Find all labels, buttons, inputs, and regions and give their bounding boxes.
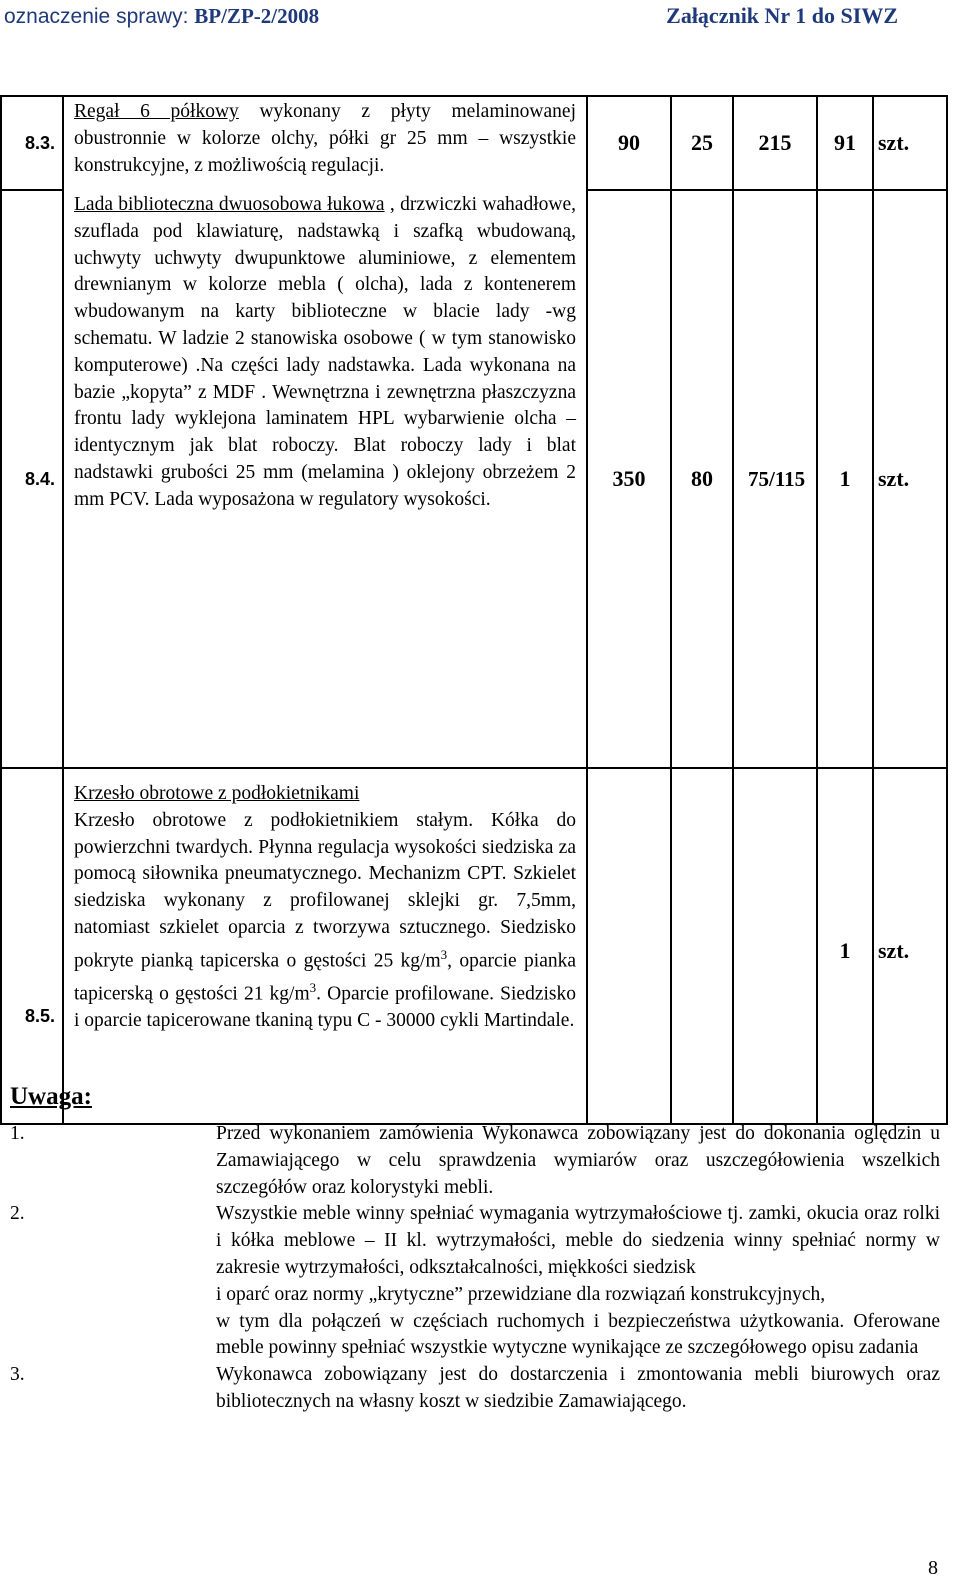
dimension-width xyxy=(587,768,671,1124)
item-description-text: Krzesło obrotowe z podłokietnikiem stałym. Kółka do powierzchni twardych. Płynna regulacja wysokości siedziska za pomocą siłownika pneumatycznego. Mechanizm CPT. Szkielet siedziska wykonany z profilowanej sklejki gr. 7,5mm, natomiast szkielet oparcia z tworzywa sztucznego. Siedzisko pokryte pianką tapicerska o gęstości 25 kg/m xyxy=(74,809,576,972)
item-title: Lada biblioteczna dwuosobowa łukowa xyxy=(74,194,385,215)
superscript: 3 xyxy=(440,946,448,962)
table-row xyxy=(1,768,947,1124)
superscript: 3 xyxy=(309,980,317,996)
unit: szt. xyxy=(873,768,947,1124)
item-number: 8.5. xyxy=(1,768,63,1124)
note-number: 2. xyxy=(10,1203,25,1225)
page-header xyxy=(0,0,960,40)
note-text: Przed wykonaniem zamówienia Wykonawca zobowiązany jest do dokonania oględzin u Zamawiającego w celu sprawdzenia wymiarów oraz uszczegółowienia wszelkich szczegółów oraz kolorystyki mebli. xyxy=(216,1123,940,1198)
case-reference xyxy=(4,4,319,29)
case-reference-code: BP/ZP-2/2008 xyxy=(194,4,320,28)
attachment-title: Załącznik Nr 1 do SIWZ xyxy=(666,3,898,28)
dimension-height: 215 xyxy=(733,96,817,190)
table-row xyxy=(1,190,947,768)
quantity: 1 xyxy=(817,768,873,1124)
item-description-text: , drzwiczki wahadłowe, szuflada pod klawiaturę, nadstawką i szafką wbudowaną, uchwyty uchwyty dwupunktowe aluminiowe, z elementem drewnianym w kolorze mebla ( olcha), lada z kontenerem wbudowanym na karty biblioteczne w blacie lady -wg schematu. W ladzie 2 stanowiska osobowe ( w tym stanowisko komputerowe) .Na części lady nadstawka. Lada wykonana na bazie „kopyta” z MDF . Wewnętrzna i zewnętrzna płaszczyzna frontu lady wyklejona laminatem HPL wybarwienie olcha – identycznym jak blat roboczy. Blat roboczy lady i blat nadstawki grubości 25 mm (melamina ) oklejony obrzeżem 2 mm PCV. Lada wyposażona w regulatory wysokości. xyxy=(74,194,576,510)
table-row xyxy=(1,96,947,190)
quantity: 1 xyxy=(817,190,873,768)
notes-heading: Uwaga: xyxy=(10,1083,92,1110)
note-text: i oparć oraz normy „krytyczne” przewidziane dla rozwiązań konstrukcyjnych, xyxy=(216,1283,826,1305)
item-title: Krzesło obrotowe z podłokietnikami xyxy=(74,783,360,804)
item-number: 8.3. xyxy=(1,96,63,190)
item-description-text: . Oparcie profilowane. Siedzisko i oparcie tapicerowane tkaniną typu C - 30000 cykli Martindale. xyxy=(74,983,576,1032)
furniture-spec-table xyxy=(0,95,948,1125)
note-number: 3. xyxy=(10,1364,25,1386)
note-item xyxy=(10,1362,940,1416)
note-item xyxy=(10,1201,940,1362)
item-description xyxy=(63,190,587,768)
dimension-depth xyxy=(671,768,733,1124)
note-number: 1. xyxy=(10,1123,25,1144)
dimension-width: 350 xyxy=(587,190,671,768)
page-number: 8 xyxy=(928,1557,938,1579)
item-title: Regał 6 półkowy xyxy=(74,101,239,122)
dimension-height: 75/115 xyxy=(733,190,817,768)
note-text: Wykonawca zobowiązany jest do dostarczenia i zmontowania mebli biurowych oraz bibliotecznych na własny koszt w siedzibie Zamawiającego. xyxy=(216,1364,940,1412)
unit: szt. xyxy=(873,190,947,768)
note-text: w tym dla połączeń w częściach ruchomych i bezpieczeństwa użytkowania. Oferowane meble powinny spełniać wszystkie wytyczne wynikające ze szczegółowego opisu zadania xyxy=(216,1310,940,1359)
dimension-depth: 25 xyxy=(671,96,733,190)
notes-list xyxy=(10,1121,940,1416)
item-number: 8.4. xyxy=(1,190,63,768)
note-text: Wszystkie meble winny spełniać wymagania wytrzymałościowe tj. zamki, okucia oraz rolki i kółka meblowe – II kl. wytrzymałości, meble do siedzenia winny spełniać normy w zakresie wytrzymałości, odkształcalności, miękkości siedzisk xyxy=(216,1203,940,1278)
dimension-height xyxy=(733,768,817,1124)
item-description xyxy=(63,96,587,190)
quantity: 91 xyxy=(817,96,873,190)
unit: szt. xyxy=(873,96,947,190)
note-item xyxy=(10,1121,940,1201)
dimension-depth: 80 xyxy=(671,190,733,768)
item-description-text: , oparcie pianka tapicerską o gęstości 21 kg/m xyxy=(74,950,576,1005)
item-description xyxy=(63,768,587,1124)
item-description-text: wykonany z płyty melaminowanej obustronnie w kolorze olchy, półki gr 25 mm – wszystkie konstrukcyjne, z możliwością regulacji. xyxy=(74,101,576,176)
dimension-width: 90 xyxy=(587,96,671,190)
case-reference-label: oznaczenie sprawy: xyxy=(4,5,195,28)
